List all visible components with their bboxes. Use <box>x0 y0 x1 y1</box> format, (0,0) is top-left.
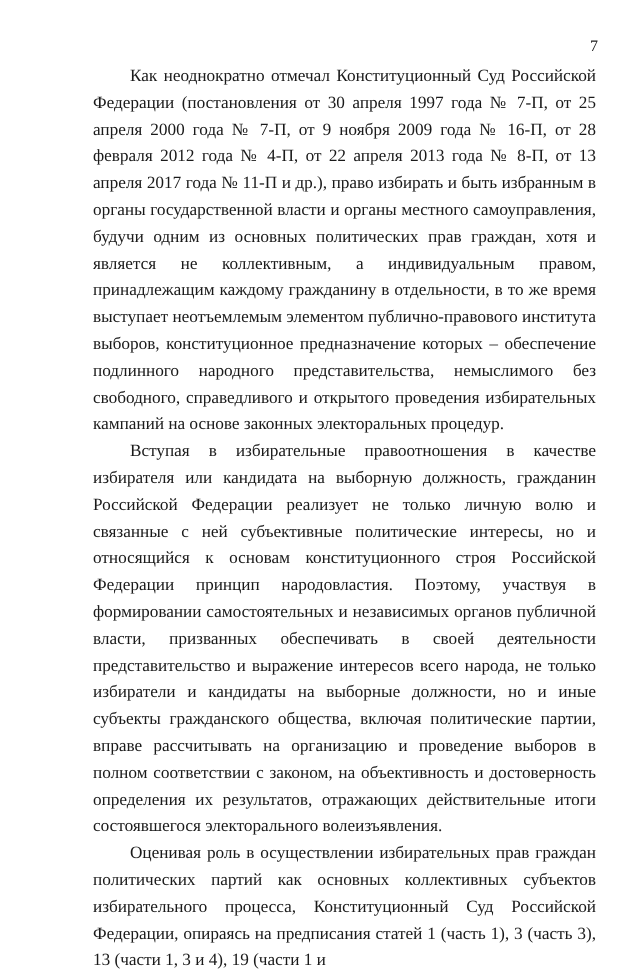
paragraph-1: Как неоднократно отмечал Конституционный Суд Российской Федерации (постановления от 30 апреля 1997 года № 7-П, от 25 апреля 2000 года № 7-П, от 9 ноября 2009 года № 16-П, от 28 февраля 2012 года № 4-П, от 22 апреля 2013 года № 8-П, от 13 апреля 2017 года № 11-П и др.), право избирать и быть избранным в органы государственной власти и органы местного самоуправления, будучи одним из основных политических прав граждан, хотя и является не коллективным, а индивидуальным правом, принадлежащим каждому гражданину в отдельности, в то же время выступает неотъемлемым элементом публично-правового института выборов, конституционное предназначение которых – обеспечение подлинного народного представительства, немыслимого без свободного, справедливого и открытого проведения избирательных кампаний на основе законных электоральных процедур. <box>93 66 596 434</box>
paragraph-2: Вступая в избирательные правоотношения в качестве избирателя или кандидата на выборную должность, гражданин Российской Федерации реализует не только личную волю и связанные с ней субъективные политические интересы, но и относящийся к основам конституционного строя Российской Федерации принцип народовластия. Поэтому, участвуя в формировании самостоятельных и независимых органов публичной власти, призванных обеспечивать в своей деятельности представительство и выражение интересов всего народа, не только избиратели и кандидаты на выборные должности, но и иные субъекты гражданского общества, включая политические партии, вправе рассчитывать на организацию и проведение выборов в полном соответствии с законом, на объективность и достоверность определения их результатов, отражающих действительные итоги состоявшегося электорального волеизъявления. <box>93 441 596 836</box>
paragraph-3: Оценивая роль в осуществлении избирательных прав граждан политических партий как основных коллективных субъектов избирательного процесса, Конституционный Суд Российской Федерации, опираясь на предписания статей 1 (часть 1), 3 (часть 3), 13 (части 1, 3 и 4), 19 (части 1 и <box>93 843 596 970</box>
document-body <box>93 63 596 974</box>
page-number: 7 <box>590 38 598 55</box>
